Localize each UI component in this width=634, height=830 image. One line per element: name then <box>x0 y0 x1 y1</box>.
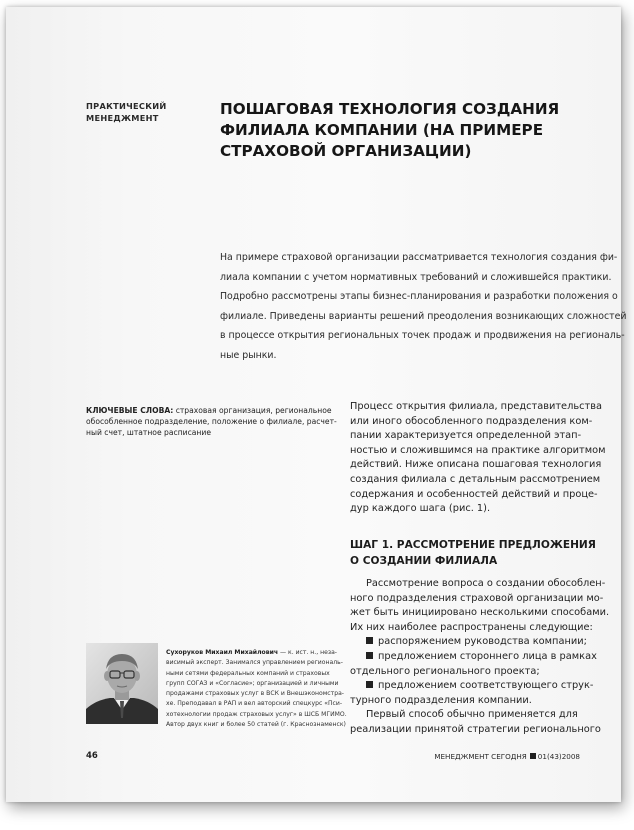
keywords-block <box>86 405 337 438</box>
intro-paragraph: Процесс открытия филиала, представительства или иного обособленного подразделения ком- пании характеризуется определенной этап- ностью и сложившимся на практике алгоритмом действий. Ниже описана пошаговая технология создания филиала с детальным рассмотрением содержания и особенностей действий и проце- дур каждого шага (рис. 1). <box>350 401 606 515</box>
author-bio: Сухоруков Михаил Михайлович — к. ист. н., неза- висимый эксперт. Занимался управлением региональ- ными сетями федеральных компаний и страховых групп СОГАЗ и «Согласие»; организацией и личными продажами страховых услуг в ВСК и Внешэкономстра- хе. Преподавал в РАП и вел авторский спецкурс «Пси- хотехнологии продаж страховых услуг» в ШСБ МГИМО. Автор двух книг и более 50 статей (г. Краснознаменск) <box>166 649 347 729</box>
square-separator-icon <box>530 753 536 759</box>
article-abstract: На примере страховой организации рассматривается технология создания фи- лиала компании с учетом нормативных требований и сложившейся практики. Подробно рассмотрены этапы бизнес-планирования и разработки положения о филиале. Приведены варианты решений преодоления возникающих сложностей в процессе открытия региональных точек продаж и продвижения на региональ- ные рынки. <box>220 252 627 361</box>
bullet-marker <box>366 652 373 659</box>
bullet-marker <box>366 681 373 688</box>
step-heading: ШАГ 1. РАССМОТРЕНИЕ ПРЕДЛОЖЕНИЯ О СОЗДАНИИ ФИЛИАЛА <box>350 539 596 567</box>
magazine-page <box>6 7 627 802</box>
bullet-marker <box>366 637 373 644</box>
list-item: предложением соответствующего струк- <box>350 679 600 694</box>
keywords-text: ный счет, штатное расписание <box>86 428 211 437</box>
author-photo <box>86 643 158 724</box>
journal-footer <box>434 751 580 762</box>
article-title: ПОШАГОВАЯ ТЕХНОЛОГИЯ СОЗДАНИЯ ФИЛИАЛА КОМПАНИИ (НА ПРИМЕРЕ СТРАХОВОЙ ОРГАНИЗАЦИИ) <box>220 100 560 160</box>
step-text: Рассмотрение вопроса о создании обособлен- ного подразделения страховой организации мо- жет быть инициировано несколькими способами. Их них наиболее распространены следующие: распоряжением руководства компании; предложением стороннего лица в рамках отдельного регионального проекта; предложением соответствующего струк- турного подразделения компании. Первый способ обычно применяется для реализации принятой стратегии регионального <box>350 578 610 735</box>
keywords-text: обособленное подразделение, положение о филиале, расчет- <box>86 417 337 426</box>
list-item: предложением стороннего лица в рамках <box>350 650 600 665</box>
section-label: ПРАКТИЧЕСКИЙ МЕНЕДЖМЕНТ <box>86 101 167 123</box>
journal-name: МЕНЕДЖМЕНТ СЕГОДНЯ <box>434 752 527 761</box>
author-name: Сухоруков Михаил Михайлович <box>166 649 279 656</box>
keywords-label: КЛЮЧЕВЫЕ СЛОВА: <box>86 406 174 415</box>
page-number: 46 <box>86 751 98 761</box>
list-item: распоряжением руководства компании; <box>350 635 600 650</box>
author-portrait-image <box>86 643 158 724</box>
keywords-text: страховая организация, региональное <box>173 406 332 415</box>
journal-issue: 01(43)2008 <box>537 752 580 761</box>
